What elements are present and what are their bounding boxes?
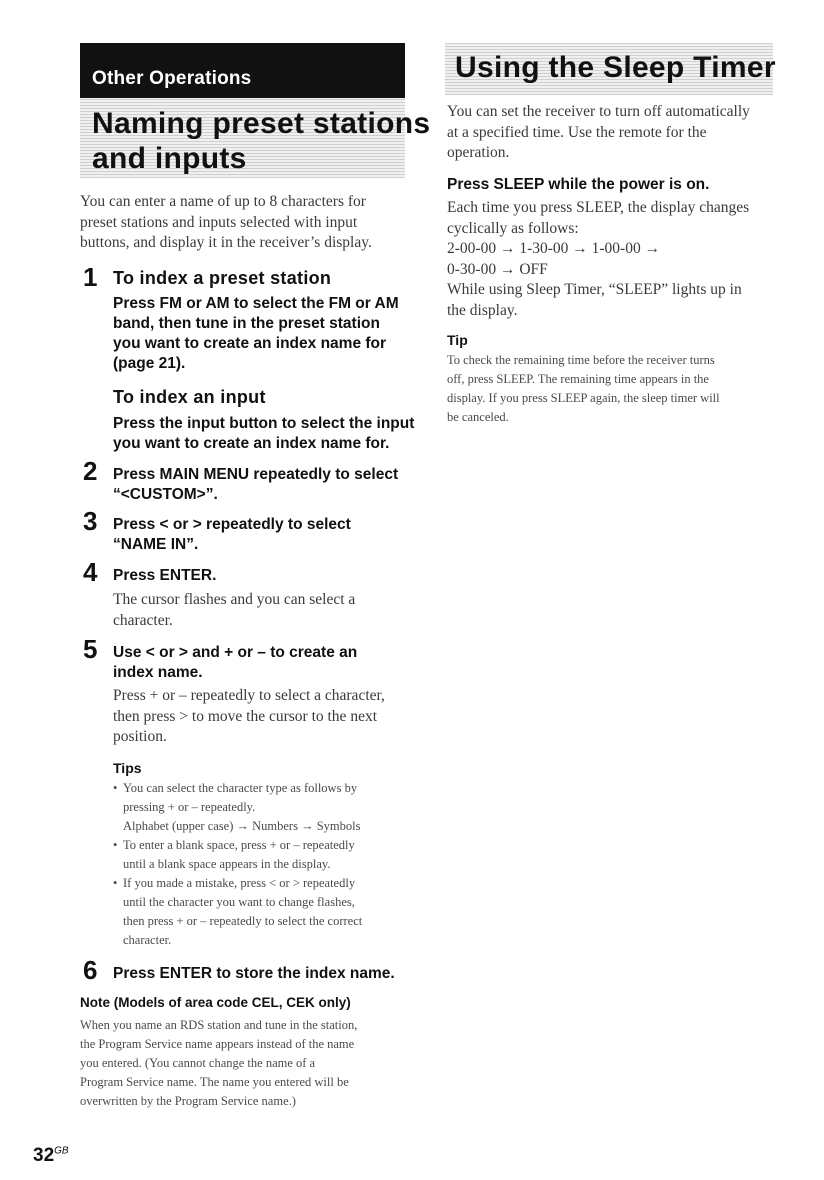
step-3-heading: Press < or > repeatedly to select “NAME IN”. [113, 516, 351, 553]
sleep-step-heading: Press SLEEP while the power is on. [447, 176, 710, 193]
sleep-tip-label: Tip [447, 332, 468, 348]
step-3-number: 3 [83, 506, 98, 536]
tip-item: • To enter a blank space, press + or – repeatedly until a blank space appears in the display. [113, 836, 413, 874]
step-1-subheading: To index an input [113, 387, 266, 407]
tips-list [113, 779, 413, 950]
note-body: When you name an RDS station and tune in the station, the Program Service name appears instead of the name you entered. (You cannot change the name of a Program Service name. The name you entered will be overwritten by the Program Service name.) [80, 1018, 358, 1108]
step-2-number: 2 [83, 456, 98, 486]
step-5-number: 5 [83, 634, 98, 664]
step-1-heading: To index a preset station [113, 268, 332, 288]
sleep-intro: You can set the receiver to turn off automatically at a specified time. Use the remote for the operation. [447, 103, 750, 161]
tips-label: Tips [113, 760, 142, 776]
sleep-body: Each time you press SLEEP, the display changes cyclically as follows: 2-00-00 → 1-30-00 → 1-00-00 → 0-30-00 → OFF While using Sleep Timer, “SLEEP” lights up in the display. [447, 199, 750, 319]
step-1-body: Press FM or AM to select the FM or AM band, then tune in the preset station you want to create an index name for (page 21). [113, 295, 399, 372]
step-6-number: 6 [83, 955, 98, 985]
page-title-line1: Naming preset stations [92, 107, 431, 140]
step-4-number: 4 [83, 557, 98, 587]
note-heading: Note (Models of area code CEL, CEK only) [80, 995, 351, 1010]
section-header [80, 43, 405, 98]
page-suffix: GB [54, 1145, 69, 1157]
sleep-tip-body: To check the remaining time before the receiver turns off, press SLEEP. The remaining time appears in the display. If you press SLEEP again, the sleep timer will be canceled. [447, 353, 720, 424]
step-4-body: The cursor flashes and you can select a character. [113, 591, 356, 629]
intro-paragraph: You can enter a name of up to 8 characters for preset stations and inputs selected with input buttons, and display it in the receiver’s display. [80, 193, 372, 251]
section-label: Other Operations [92, 68, 252, 89]
page-title-line2: and inputs [92, 142, 247, 175]
step-1-number: 1 [83, 262, 98, 292]
step-6-heading: Press ENTER to store the index name. [113, 965, 395, 982]
step-5-heading: Use < or > and + or – to create an index name. [113, 644, 358, 681]
tip-item: • You can select the character type as follows by pressing + or – repeatedly. Alphabet (upper case) → Numbers → Symbols [113, 779, 413, 836]
step-4-heading: Press ENTER. [113, 567, 217, 584]
tip-item: • If you made a mistake, press < or > repeatedly until the character you want to change flashes, then press + or – repeatedly to select the correct character. [113, 874, 413, 950]
step-2-heading: Press MAIN MENU repeatedly to select “<CUSTOM>”. [113, 466, 399, 503]
step-1-subbody: Press the input button to select the input you want to create an index name for. [113, 415, 415, 452]
step-5-body: Press + or – repeatedly to select a character, then press > to move the cursor to the next position. [113, 687, 385, 745]
page-number: $32^{GB}$ [33, 1145, 69, 1166]
sleep-title: Using the Sleep Timer [455, 51, 776, 84]
